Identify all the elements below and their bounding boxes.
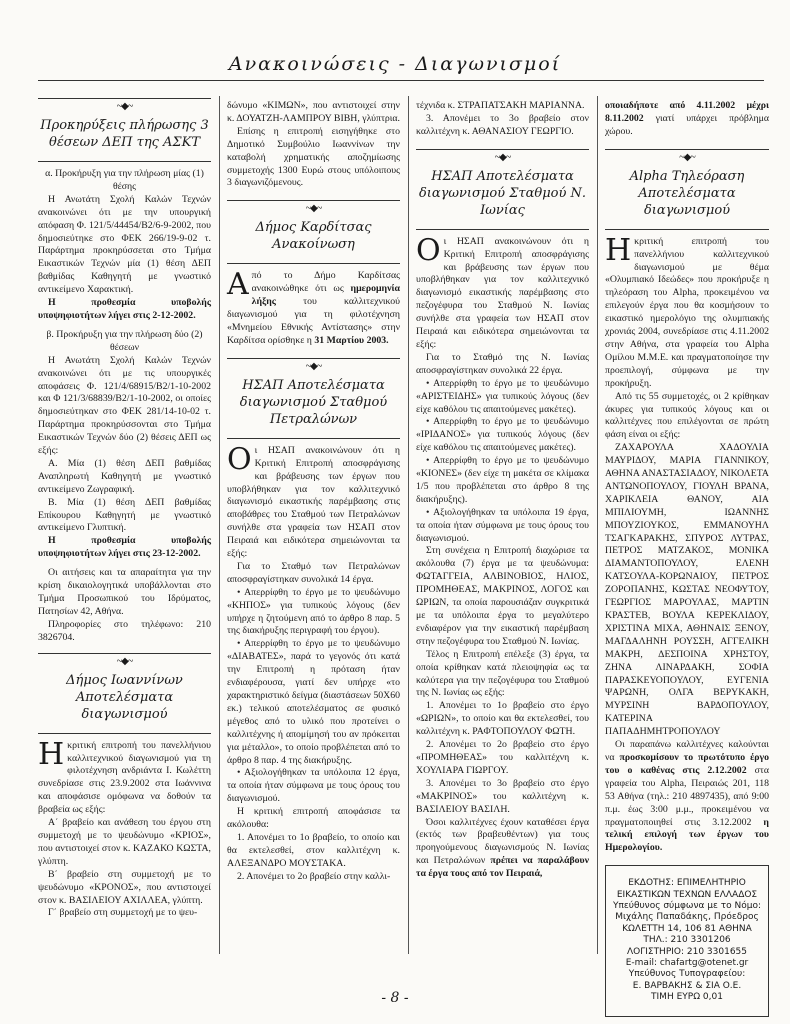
column-3	[416, 92, 589, 988]
paragraph: Τέλος η Επιτροπή επέλεξε (3) έργα, τα οποία κρίθηκαν κατά πλειοψηφία ως τα καλύτερα για την πεζογέφυρα του Σταθμού της Ν. Ιωνίας ως εξής:	[416, 648, 589, 699]
section-nea-ionia	[416, 149, 589, 881]
heading-rule	[227, 438, 400, 439]
paragraph: Για το Σταθμό της Ν. Ιωνίας αποσφραγίστηκαν συνολικά 22 έργα.	[416, 351, 589, 376]
page-header-title: Ανακοινώσεις - Διαγωνισμοί	[228, 53, 562, 75]
paragraph: Η Ανωτάτη Σχολή Καλών Τεχνών ανακοινώνει ότι με τις υπουργικές αποφάσεις Φ. 121/4/68915/Β2/1-10-2002 και Φ 121/3/68839/Β2/1-10-2002, οι οποίες δημοσιεύτηκαν στο ΦΕΚ 281/14-10-02 τ. Παράρτημα προκηρύσσονται στο Τμήμα Εικαστικών Τεχνών δύο (2) θέσεις ΔΕΠ ως εξής:	[38, 354, 211, 457]
ornament-icon: ~◆~	[116, 655, 133, 667]
header-rule	[38, 80, 764, 81]
paragraph: Γ΄ βραβείο στη συμμετοχή με το ψευ-	[48, 907, 198, 919]
paragraph: Επίσης η επιτροπή εισηγήθηκε στο Δημοτικό Συμβούλιο Ιωαννίνων την καταβολή χρηματικής αποζημίωσης συμμετοχής 1300 Ευρώ στους υπόλοιπους 3 διαγωνιζόμενους.	[227, 125, 400, 189]
paragraph: Β. Μία (1) θέση ΔΕΠ βαθμίδας Επίκουρου Καθηγητή με γνωστικό αντικείμενο Γλυπτική.	[38, 496, 211, 534]
heading-rule	[227, 263, 400, 264]
drop-cap: Α	[227, 267, 249, 303]
ornament-icon: ~◆~	[305, 203, 322, 215]
paragraph: 2. Απονέμει το 2ο βραβείο στην καλλι-	[237, 870, 391, 882]
paragraph: • Απερρίφθη το έργο με το ψευδώνυμο «ΚΗΠΟΣ» για τυπικούς λόγους (δεν υπήρχε η ζητούμενη από το άρθρο 8 παρ. 5 της διακήρυξης περιγραφή του έργου).	[227, 586, 400, 637]
imprint-line: ΚΩΛΕΤΤΗ 14, 106 81 ΑΘΗΝΑ	[622, 923, 752, 934]
paragraph: 1. Απονέμει το 1ο βραβείο, το οποίο και θα εκτελεσθεί, στον καλλιτέχνη κ. ΑΛΕΞΑΝΔΡΟ ΜΟΥΣΤΑΚΑ.	[227, 831, 400, 869]
section-heading: ΗΣΑΠ Αποτελέσματα διαγωνισμού Σταθμού Πετραλώνων	[239, 377, 388, 427]
section-karditsa	[227, 200, 400, 347]
paragraph: β. Προκήρυξη για την πλήρωση δύο (2) θέσεων	[46, 328, 203, 353]
drop-cap: Ο	[227, 441, 252, 477]
paragraph: • Αξιολογήθηκαν τα υπόλοιπα 12 έργα, τα οποία ήταν σύμφωνα με τους όρους του διαγωνισμού.	[227, 767, 400, 805]
paragraph-text: πό το Δήμο Καρδίτσας ανακοινώθηκε ότι ως	[251, 270, 400, 295]
paragraph: Β΄ βραβείο στη συμμετοχή με το ψευδώνυμο «ΚΡΟΝΟΣ», που αντιστοιχεί στον κ. ΒΑΣΙΛΕΙΟΥ ΑΧΙΛΛΕΑ, γλύπτη.	[38, 868, 211, 906]
paragraph: • Απερρίφθη το έργο με το ψευδώνυμο «ΚΙΟΝΕΣ» (δεν είχε τη μακέτα σε κλίμακα 1/5 που προβλέπεται στο άρθρο 8 της διακήρυξης).	[416, 455, 589, 505]
page-number: - 8 -	[381, 990, 409, 1006]
imprint-line: Υπεύθυνος σύμφωνα με το Νόμο:	[612, 901, 762, 912]
paragraph: ι ΗΣΑΠ ανακοινώνουν ότι η Κριτική Επιτροπή αποσφράγισης και βράβευσης των έργων που υποβλήθηκαν για τον καλλιτεχνικό διαγωνισμό εικαστικής παρέμβασης στο πεζογέφυρα του Σταθμού Ν. Ιωνίας συνήλθε στα γραφεία των ΗΣΑΠ στον Πειραιά και ειδικότερα σημειώνονται τα εξής:	[416, 235, 589, 350]
ornament-icon: ~◆~	[679, 151, 695, 163]
paragraph: Α. Μία (1) θέση ΔΕΠ βαθμίδας Αναπληρωτή Καθηγητή με γνωστικό αντικείμενο Ζωγραφική.	[38, 457, 211, 495]
paragraph: κριτική επιτροπή του πανελλήνιου καλλιτεχνικού διαγωνισμού με θέμα «Ολυμπιακό Ιδεώδες» που προκήρυξε η τηλεόραση του Alpha, προκειμένου να επιλεγούν έργα που θα κοσμήσουν το εικαστικό ημερολόγιο της ολυμπιακής χρονιάς 2004, συνεδρίασε στις 4.11.2002 στην Αθήνα, στα γραφεία του Alpha Ομίλου Μ.Μ.Ε. και πραγματοποίησε την προεπιλογή, σύμφωνα με την προκήρυξη.	[605, 235, 769, 389]
paragraph: κριτική επιτροπή του πανελλήνιου καλλιτεχνικού διαγωνισμού για τη φιλοτέχνηση ανδριάντα Ι. Κωλέττη συνεδρίασε στις 23.9.2002 στα Ιωάννινα και αποφάσισε ομόφωνα να δοθούν τα βραβεία ως εξής:	[38, 739, 211, 816]
column-1	[38, 92, 211, 988]
paragraph: Για το Σταθμό των Πετραλώνων αποσφραγίστηκαν συνολικά 14 έργα.	[227, 560, 400, 585]
drop-cap: Η	[605, 232, 632, 268]
section-alpha	[605, 149, 769, 856]
paragraph: • Απερρίφθη το έργο με το ψευδώνυμο «ΙΡΙΔΑΝΟΣ» για τυπικούς λόγους (δεν είχε καθόλου τις απαιτούμενες μακέτες).	[416, 416, 589, 454]
column-2	[227, 92, 400, 988]
section-heading: Δήμος Ιωαννίνων Αποτελέσματα διαγωνισμού	[66, 672, 183, 722]
paragraph-text: του καλλιτεχνικού διαγωνισμού για τη φιλοτέχνηση «Μνημείου Εθνικής Αντίστασης» στην Καρδίτσα ορίσθηκε η	[227, 296, 400, 346]
drop-cap: Ο	[416, 232, 441, 268]
paragraph: δώνυμο «ΚΙΜΩΝ», που αντιστοιχεί στην κ. ΔΟΥΑΤΖΗ-ΛΑΜΠΡΟΥ ΒΙΒΗ, γλύπτρια.	[227, 100, 400, 124]
bold-text: οποιαδήποτε από 4.11.2002 μέχρι 8.11.2002	[605, 100, 769, 124]
paragraph: 3. Απονέμει το 3ο βραβείο στον καλλιτέχνη κ. ΑΘΑΝΑΣΙΟΥ ΓΕΩΡΓΙΟ.	[416, 112, 589, 137]
paragraph: • Απερρίφθη το έργο με το ψευδώνυμο «ΑΡΙΣΤΕΙΔΗΣ» για τυπικούς λόγους (δεν είχε καθόλου τις απαιτούμενες μακέτες).	[416, 377, 589, 415]
imprint-line: Ε. ΒΑΡΒΑΚΗΣ & ΣΙΑ Ο.Ε.	[632, 980, 742, 991]
ornament-icon: ~◆~	[305, 360, 322, 372]
ornament-icon: ~◆~	[494, 151, 511, 163]
section-petralona	[227, 358, 400, 884]
heading-rule	[38, 733, 211, 734]
artist-list: ΖΑΧΑΡΟΥΛΑ ΧΑΔΟΥΛΙΑ ΜΑΥΡΙΔΟΥ, ΜΑΡΙΑ ΓΙΑΝΝΙΚΟΥ, ΑΘΗΝΑ ΑΝΑΣΤΑΣΙΑΔΟΥ, ΝΙΚΟΛΕΤΑ ΑΝΤΩΝΟΠΟΥΛΟΥ, ΓΙΟΥΛΗ ΒΡΑΝΑ, ΧΑΡΙΚΛΕΙΑ ΘΑΝΟΥ, ΑΙΑ ΜΠΙΛΙΟΥΜΗ, ΙΩΑΝΝΗΣ ΜΠΟΥΖΙΟΥΚΟΣ, ΕΜΜΑΝΟΥΗΛ ΤΣΑΓΚΑΡΑΚΗΣ, ΣΠΥΡΟΣ ΛΥΤΡΑΣ, ΠΕΤΡΟΣ ΜΑΤΖΑΚΟΣ, ΜΟΝΙΚΑ ΔΙΑΜΑΝΤΟΠΟΥΛΟΥ, ΕΛΕΝΗ ΚΑΤΣΟΥΛΑ-ΚΟΡΩΝΑΙΟΥ, ΠΕΤΡΟΣ ΖΟΡΟΠΑΝΗΣ, ΚΩΣΤΑΣ ΝΕΟΦΥΤΟΥ, ΓΕΩΡΓΙΟΣ ΜΑΡΟΥΛΑΣ, ΜΑΡΤΙΝ ΚΡΑΣΤΕΒ, ΒΟΥΛΑ ΚΕΡΕΚΛΙΔΟΥ, ΧΡΙΣΤΙΝΑ ΜΙΧΑ, ΑΘΗΝΑΙΣ ΞΕΝΟΥ, ΜΑΓΔΑΛΗΝΗ ΡΟΥΣΣΗ, ΑΓΓΕΛΙΚΗ ΜΑΚΡΗ, ΔΕΣΠΟΙΝΑ ΧΡΗΣΤΟΥ, ΖΗΝΑ ΛΙΝΑΡΔΑΚΗ, ΣΟΦΙΑ ΠΑΡΑΣΚΕΥΟΠΟΥΛΟΥ, ΕΥΓΕΝΙΑ ΨΑΡΩΝΗ, ΟΛΓΑ ΒΕΡΥΚΑΚΗ, ΜΥΡΣΙΝΗ ΒΑΡΔΟΠΟΥΛΟΥ, ΚΑΤΕΡΙΝΑ ΠΑΠΑΔΗΜΗΤΡΟΠΟΥΛΟΥ	[605, 442, 769, 738]
heading-rule	[38, 161, 211, 162]
section-heading: ΗΣΑΠ Αποτελέσματα διαγωνισμού Σταθμού Ν. Ιωνίας	[418, 168, 587, 218]
imprint-line: ΤΗΛ.: 210 3301206	[643, 935, 731, 946]
paragraph: Στη συνέχεια η Επιτροπή διαχώρισε τα ακόλουθα (7) έργα με τα ψευδώνυμα: ΦΩΤΑΓΓΕΙΑ, ΑΛΒΙΝΟΒΙΟΣ, ΗΛΙΟΣ, ΠΡΟΜΗΘΕΑΣ, ΜΑΚΡΙΝΟΣ, ΛΟΓΟΣ και ΩΡΙΩΝ, τα οποία παρουσιάζαν συγκριτικά με τα υπόλοιπα έργα το μεγαλύτερο ενδιαφέρον για την εικαστική παρέμβαση στην πεζογέφυρα του Σταθμού Ν. Ιωνίας.	[416, 545, 589, 647]
heading-rule	[416, 229, 589, 230]
paragraph: τέχνιδα κ. ΣΤΡΑΠΑΤΣΑΚΗ ΜΑΡΙΑΝΝΑ.	[416, 100, 585, 111]
paragraph-text: γιατί υπάρχει πρόβλημα χώρου.	[605, 112, 769, 137]
deadline-text: Η προθεσμία υποβολής υποψηφιοτήτων λήγει στις 2-12-2002.	[38, 297, 211, 321]
imprint-line: Υπεύθυνος Τυπογραφείου:	[628, 969, 746, 980]
section-heading: Alpha Τηλεόραση Αποτελέσματα διαγωνισμού	[629, 168, 745, 218]
paragraph-text: Όσοι καλλιτέχνες έχουν καταθέσει έργα (εκτός των βραβευθέντων) για τους προηγούμενους διαγωνισμούς Ν. Ιωνίας και Πετραλώνων	[416, 816, 589, 867]
bold-text: πρέπει να παραλάβουν τα έργα τους από τον Πειραιά,	[416, 855, 589, 880]
paragraph: Η κριτική επιτροπή αποφάσισε τα ακόλουθα:	[227, 806, 400, 831]
paragraph: • Απερρίφθη το έργο με το ψευδώνυμο «ΔΙΑΒΑΤΕΣ», παρά το γεγονός ότι κατά την Επιτροπή η πρόταση ήταν ενδιαφέρουσα, γιατί δεν υπήρχε «το χαρακτηριστικό δείγμα (διαστάσεων 50Χ60 εκ.) τελικού αποτελέσματος σε φυσικό μέγεθος από το υλικό που προτείνει ο καλλιτέχνης ή απομίμησή του αν πρόκειται για μέταλλο», το οποίο προβλέπεται από το άρθρο 8 παρ. 4 της διακήρυξης.	[227, 638, 400, 766]
imprint-line: Μιχάλης Παπαδάκης, Πρόεδρος	[615, 912, 759, 923]
imprint-line: ΕΚΔΟΤΗΣ: ΕΠΙΜΕΛΗΤΗΡΙΟ	[628, 878, 746, 889]
column-divider	[597, 96, 598, 954]
paragraph: 3. Απονέμει το 3ο βραβείο στο έργο «ΜΑΚΡΙΝΟΣ» του καλλιτέχνη κ. ΒΑΣΙΛΕΙΟΥ ΒΑΣΙΛΗ.	[416, 777, 589, 815]
ornament-icon: ~◆~	[116, 101, 133, 112]
imprint-price: ΤΙΜΗ ΕΥΡΩ 0,01	[651, 992, 723, 1003]
column-4	[605, 92, 769, 1003]
section-heading: Προκηρύξεις πλήρωσης 3 θέσεων ΔΕΠ της ΑΣΚΤ	[40, 118, 209, 150]
paragraph: 1. Απονέμει το 1ο βραβείο στο έργο «ΩΡΙΩΝ», το οποίο και θα εκτελεσθεί, του καλλιτέχνη κ. ΡΑΦΤΟΠΟΥΛΟΥ ΦΩΤΗ.	[416, 700, 589, 738]
paragraph: Πληροφορίες στο τηλέφωνο: 210 3826704.	[38, 618, 211, 643]
paragraph: Οι αιτήσεις και τα απαραίτητα για την κρίση δικαιολογητικά υποβάλλονται στο Τμήμα Προσωπικού του Ιδρύματος, Πατησίων 42, Αθήνα.	[38, 567, 211, 617]
paragraph: α. Προκήρυξη για την πλήρωση μίας (1) θέσης	[45, 168, 204, 192]
bold-text: προσκομίσουν το πρωτότυπο έργο του ο καθένας στις 2.12.2002	[605, 751, 769, 776]
deadline-text: Η προθεσμία υποβολής υποψηφιοτήτων λήγει στις 23-12-2002.	[38, 535, 211, 560]
paragraph-text: Οι παραπάνω καλλιτέχνες καλούνται να	[605, 739, 769, 763]
bold-text: ημερομηνία λήξης	[251, 283, 400, 308]
imprint-line: ΛΟΓΙΣΤΗΡΙΟ: 210 3301655	[626, 946, 748, 957]
imprint-email: E-mail: chafartg@otenet.gr	[625, 958, 749, 969]
paragraph: • Αξιολογήθηκαν τα υπόλοιπα 19 έργα, τα οποία ήταν σύμφωνα με τους όρους του διαγωνισμού.	[416, 506, 589, 544]
section-heading: Δήμος Καρδίτσας Ανακοίνωση	[255, 220, 372, 253]
imprint-line: ΕΙΚΑΣΤΙΚΩΝ ΤΕΧΝΩΝ ΕΛΛΑΔΟΣ	[616, 889, 758, 900]
section-ioannina	[38, 653, 211, 921]
paragraph-text: στα γραφεία του Alpha, Πειραιώς 201, 118 53 Αθήνα (τηλ.: 210 4897435), από 9:00 π.μ. έως 3:00 μ.μ., προκειμένου να πραγματοποιηθεί στις 3.12.2002	[605, 764, 769, 828]
paragraph: ι ΗΣΑΠ ανακοινώνουν ότι η Κριτική Επιτροπή αποσφράγισης και βράβευσης των έργων που υποβλήθηκαν για τον καλλιτεχνικό διαγωνισμό εικαστικής παρέμβασης στις αποβάθρες του Σταθμού των Πετραλώνων συνήλθε στα γραφεία των ΗΣΑΠ στον Πειραιά και ειδικότερα σημειώνονται τα εξής:	[227, 444, 400, 560]
column-divider	[219, 96, 220, 954]
bold-text: 31 Μαρτίου 2003.	[314, 334, 389, 346]
drop-cap: Η	[38, 736, 65, 772]
paragraph: 2. Απονέμει το 2ο βραβείο στο έργο «ΠΡΟΜΗΘΕΑΣ» του καλλιτέχνη κ. ΧΟΥΛΙΑΡΑ ΓΙΩΡΓΟΥ.	[416, 739, 589, 776]
column-divider	[408, 96, 409, 954]
paragraph: Η Ανωτάτη Σχολή Καλών Τεχνών ανακοινώνει ότι με την υπουργική απόφαση Φ. 121/5/44454/Β2/6-9-2002, που δημοσιεύτηκε στο ΦΕΚ 266/19-9-02 τ. Παράρτημα προκηρύσσεται στο Τμήμα Εικαστικών Τεχνών μία (1) θέση ΔΕΠ βαθμίδας Καθηγητή με γνωστικό αντικείμενο Χαρακτική.	[38, 193, 211, 296]
paragraph: Από τις 55 συμμετοχές, οι 2 κρίθηκαν άκυρες για τυπικούς λόγους και οι καλλιτέχνες που επιλέγονται σε πρώτη φάση είναι οι εξής:	[605, 390, 769, 441]
bold-text: η τελική επιλογή των έργων του Ημερολογίου.	[605, 816, 769, 854]
section-askt	[38, 98, 211, 645]
heading-rule	[605, 229, 769, 230]
paragraph: Α΄ βραβείο και ανάθεση του έργου στη συμμετοχή με το ψευδώνυμο «ΚΡΙΟΣ», που αντιστοιχεί στον κ. ΚΑΖΑΚΟ ΚΩΣΤΑ, γλύπτη.	[38, 817, 211, 867]
